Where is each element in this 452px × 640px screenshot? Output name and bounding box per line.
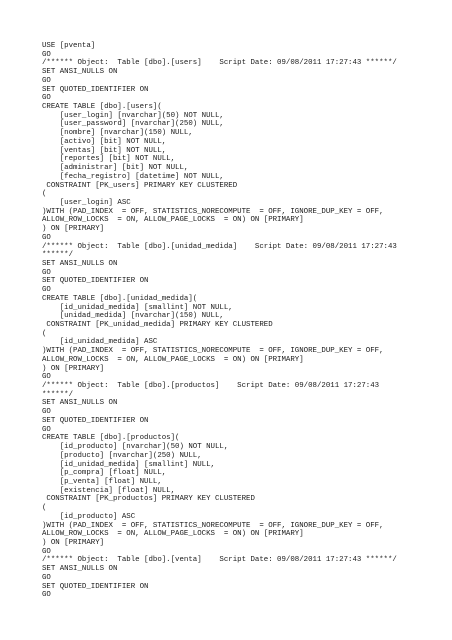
code-line: ( xyxy=(42,190,47,199)
code-line: SET QUOTED_IDENTIFIER ON xyxy=(42,277,149,286)
code-line: GO xyxy=(42,591,51,600)
code-line: GO xyxy=(42,573,51,582)
code-line: ******/ xyxy=(42,390,74,399)
code-line: [ventas] [bit] NOT NULL, xyxy=(42,146,167,155)
code-line: GO xyxy=(42,50,51,59)
code-line: SET ANSI_NULLS ON xyxy=(42,68,118,77)
code-line: [user_login] [nvarchar](50) NOT NULL, xyxy=(42,111,224,120)
code-line: [p_compra] [float] NULL, xyxy=(42,469,167,478)
code-line: [id_unidad_medida] [smallint] NULL, xyxy=(42,460,215,469)
code-line: GO xyxy=(42,268,51,277)
code-line: USE [pventa] xyxy=(42,42,96,50)
code-line: [id_unidad_medida] [smallint] NOT NULL, xyxy=(42,303,233,312)
code-line: CONSTRAINT [PK_productos] PRIMARY KEY CLUSTERED xyxy=(42,495,255,504)
code-line: GO xyxy=(42,94,51,103)
code-line: [fecha_registro] [datetime] NOT NULL, xyxy=(42,172,224,181)
code-line: SET QUOTED_IDENTIFIER ON xyxy=(42,85,149,94)
code-line: ) ON [PRIMARY] xyxy=(42,364,105,373)
code-line: [user_password] [nvarchar](250) NULL, xyxy=(42,120,224,129)
code-line: )WITH (PAD_INDEX = OFF, STATISTICS_NORECOMPUTE = OFF, IGNORE_DUP_KEY = OFF, xyxy=(42,347,384,356)
code-line: /****** Object: Table [dbo].[productos] Script Date: 09/08/2011 17:27:43 xyxy=(42,382,380,391)
code-line: CONSTRAINT [PK_unidad_medida] PRIMARY KEY CLUSTERED xyxy=(42,321,273,329)
code-line: [nombre] [nvarchar](150) NULL, xyxy=(42,129,193,138)
code-line: [id_unidad_medida] ASC xyxy=(42,338,158,347)
code-line: ALLOW_ROW_LOCKS = ON, ALLOW_PAGE_LOCKS = ON) ON [PRIMARY] xyxy=(42,355,304,364)
code-line: CREATE TABLE [dbo].[productos]( xyxy=(42,434,180,443)
code-line: SET QUOTED_IDENTIFIER ON xyxy=(42,582,149,591)
code-line: [reportes] [bit] NOT NULL, xyxy=(42,155,176,164)
code-line: SET ANSI_NULLS ON xyxy=(42,565,118,574)
code-line: CONSTRAINT [PK_users] PRIMARY KEY CLUSTERED xyxy=(42,181,238,190)
code-line: GO xyxy=(42,76,51,85)
code-line: /****** Object: Table [dbo].[venta] Script Date: 09/08/2011 17:27:43 ******/ xyxy=(42,556,397,565)
code-line: SET ANSI_NULLS ON xyxy=(42,259,118,268)
code-line: ******/ xyxy=(42,251,74,260)
code-line: )WITH (PAD_INDEX = OFF, STATISTICS_NORECOMPUTE = OFF, IGNORE_DUP_KEY = OFF, xyxy=(42,207,384,216)
code-line: [producto] [nvarchar](250) NULL, xyxy=(42,451,202,460)
code-line: GO xyxy=(42,425,51,434)
code-line: GO xyxy=(42,408,51,417)
code-line: /****** Object: Table [dbo].[users] Script Date: 09/08/2011 17:27:43 ******/ xyxy=(42,59,397,68)
code-line: [activo] [bit] NOT NULL, xyxy=(42,137,167,146)
code-line: ALLOW_ROW_LOCKS = ON, ALLOW_PAGE_LOCKS = ON) ON [PRIMARY] xyxy=(42,530,304,539)
code-line: CREATE TABLE [dbo].[unidad_medida]( xyxy=(42,294,198,303)
code-line: SET QUOTED_IDENTIFIER ON xyxy=(42,416,149,425)
code-line: GO xyxy=(42,286,51,295)
code-line: [existencia] [float] NULL, xyxy=(42,486,176,495)
code-line: [id_producto] ASC xyxy=(42,512,136,521)
code-line: ( xyxy=(42,504,47,513)
sql-script-text xyxy=(42,42,442,600)
code-line: ( xyxy=(42,329,47,338)
code-line: SET ANSI_NULLS ON xyxy=(42,399,118,408)
code-line: ) ON [PRIMARY] xyxy=(42,225,105,234)
code-line: )WITH (PAD_INDEX = OFF, STATISTICS_NORECOMPUTE = OFF, IGNORE_DUP_KEY = OFF, xyxy=(42,521,384,530)
code-line: GO xyxy=(42,547,51,556)
code-line: [p_venta] [float] NULL, xyxy=(42,477,162,486)
code-line: ) ON [PRIMARY] xyxy=(42,538,105,547)
code-line: [administrar] [bit] NOT NULL, xyxy=(42,164,189,173)
code-line: GO xyxy=(42,233,51,242)
code-line: CREATE TABLE [dbo].[users]( xyxy=(42,103,162,112)
code-line: [user_login] ASC xyxy=(42,198,131,207)
code-line: [unidad_medida] [nvarchar](150) NULL, xyxy=(42,312,224,321)
code-line: /****** Object: Table [dbo].[unidad_medida] Script Date: 09/08/2011 17:27:43 xyxy=(42,242,397,251)
code-line: GO xyxy=(42,373,51,382)
code-line: ALLOW_ROW_LOCKS = ON, ALLOW_PAGE_LOCKS = ON) ON [PRIMARY] xyxy=(42,216,304,225)
code-line: [id_producto] [nvarchar](50) NOT NULL, xyxy=(42,443,229,452)
